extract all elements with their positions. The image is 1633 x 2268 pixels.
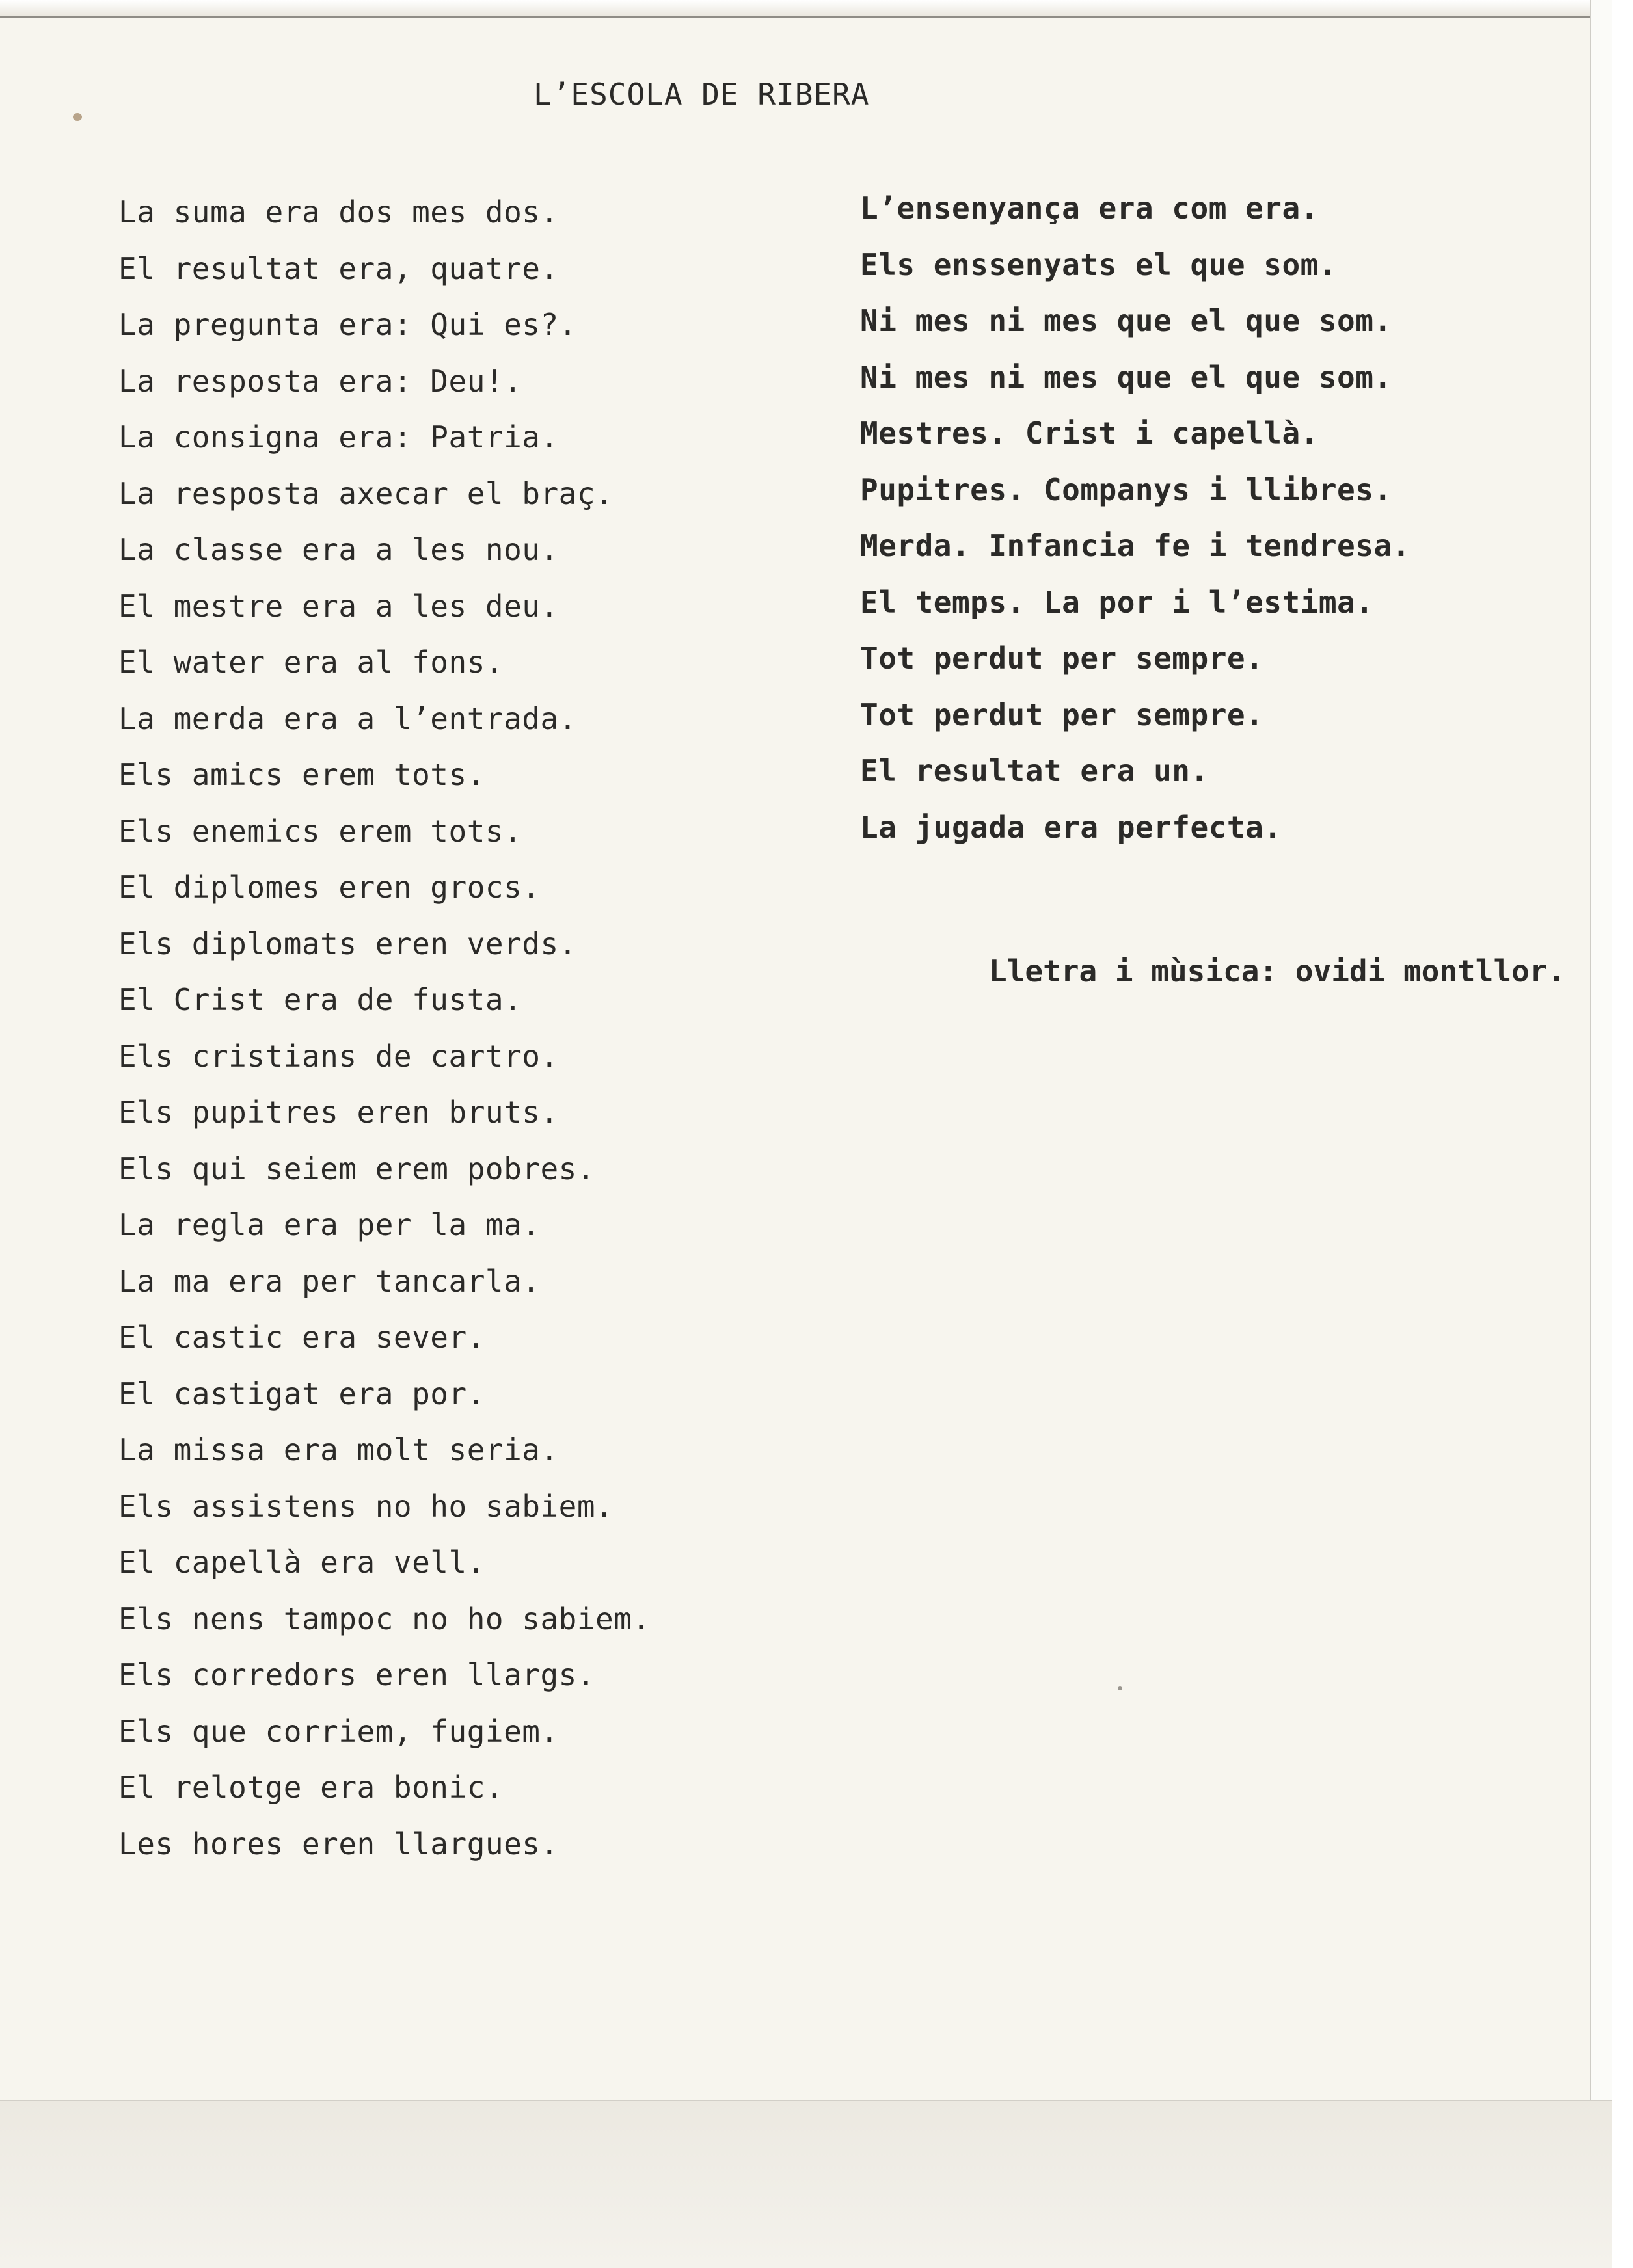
ink-speck [1118, 1686, 1122, 1690]
verse-line: La jugada era perfecta. [860, 809, 1282, 845]
verse-line: La consigna era: Patria. [118, 420, 559, 455]
verse-line: El diplomes eren grocs. [118, 870, 541, 905]
verse-line: La merda era a l’entrada. [118, 700, 577, 736]
verse-line: El castic era sever. [118, 1320, 485, 1355]
verse-line: Mestres. Crist i capellà. [860, 416, 1319, 451]
verse-line: La suma era dos mes dos. [118, 194, 559, 230]
verse-line: La resposta axecar el braç. [118, 475, 614, 511]
verse-line: Els que corriem, fugiem. [118, 1713, 559, 1749]
verse-line: Ni mes ni mes que el que som. [860, 359, 1392, 395]
credit-line: Lletra i mùsica: ovidi montllor. [989, 954, 1566, 989]
verse-line: El castigat era por. [118, 1376, 485, 1411]
ink-speck [73, 113, 82, 121]
page-title: L’ESCOLA DE RIBERA [533, 77, 870, 112]
verse-line: Els assistens no ho sabiem. [118, 1488, 614, 1524]
verse-line: El mestre era a les deu. [118, 588, 559, 624]
verse-line: La pregunta era: Qui es?. [118, 307, 577, 342]
verse-line: El water era al fons. [118, 645, 504, 680]
verse-line: La regla era per la ma. [118, 1207, 541, 1242]
verse-line: Merda. Infancia fe i tendresa. [860, 528, 1410, 563]
right-margin [1590, 0, 1612, 2267]
bottom-fold [0, 2100, 1612, 2268]
verse-line: Els pupitres eren bruts. [118, 1095, 559, 1130]
verse-line: El temps. La por i l’estima. [860, 584, 1374, 620]
verse-line: Els corredors eren llargs. [118, 1657, 596, 1692]
verse-line: Els diplomats eren verds. [118, 926, 577, 961]
verse-line: Els nens tampoc no ho sabiem. [118, 1601, 651, 1636]
verse-line: La missa era molt seria. [118, 1432, 559, 1467]
verse-line: Tot perdut per sempre. [860, 697, 1264, 732]
verse-line: La ma era per tancarla. [118, 1263, 541, 1299]
verse-line: El resultat era un. [860, 753, 1209, 788]
verse-line: Pupitres. Companys i llibres. [860, 472, 1392, 507]
verse-line: La resposta era: Deu!. [118, 363, 522, 399]
verse-line: Els amics erem tots. [118, 757, 485, 792]
verse-line: Els enemics erem tots. [118, 813, 522, 849]
verse-line: El Crist era de fusta. [118, 982, 522, 1017]
left-verse-column [118, 184, 651, 1872]
top-edge [0, 0, 1612, 18]
verse-line: El capellà era vell. [118, 1545, 485, 1580]
verse-line: Els cristians de cartro. [118, 1038, 559, 1074]
verse-line: El resultat era, quatre. [118, 250, 559, 286]
verse-line: Els enssenyats el que som. [860, 247, 1338, 282]
verse-line: La classe era a les nou. [118, 532, 559, 567]
verse-line: El relotge era bonic. [118, 1770, 504, 1805]
verse-line: L’ensenyança era com era. [860, 191, 1319, 226]
right-verse-column [860, 180, 1410, 855]
verse-line: Els qui seiem erem pobres. [118, 1151, 596, 1186]
verse-line: Ni mes ni mes que el que som. [860, 303, 1392, 338]
verse-line: Tot perdut per sempre. [860, 641, 1264, 676]
verse-line: Les hores eren llargues. [118, 1826, 559, 1861]
